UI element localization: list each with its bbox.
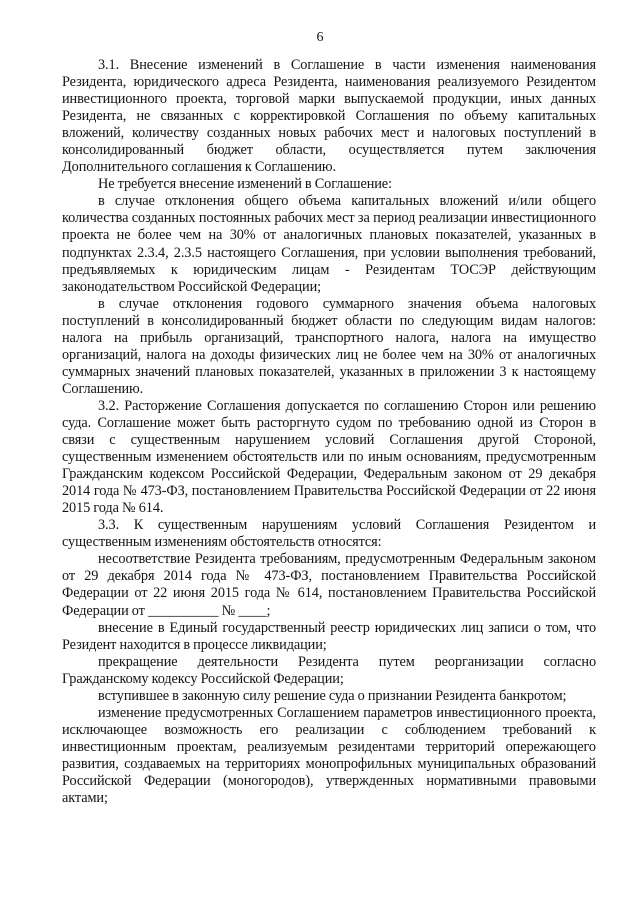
document-body	[62, 57, 596, 807]
paragraph-tax-revenue-deviation: в случае отклонения годового суммарного значения объема налоговых поступлений в консолидированный бюджет области по следующим видам налогов: налога на прибыль организаций, транспортного налога, налога на имущество организаций, налога на доходы физических лиц не более чем на 30% от аналогичных суммарных значений плановых показателей, указанных в приложении 3 к настоящему Соглашению.	[62, 295, 596, 397]
paragraph-nonconformity: несоответствие Резидента требованиям, предусмотренным Федеральным законом от 29 декабря 2014 года № 473-ФЗ, постановлением Правительства Российской Федерации от 22 июня 2015 года № 614, постановлением Правительства Российской Федерации от __________ № ____;	[62, 551, 596, 619]
paragraph-no-changes-required: Не требуется внесение изменений в Соглашение:	[98, 176, 392, 193]
paragraph-3-2: 3.2. Расторжение Соглашения допускается по соглашению Сторон или решению суда. Соглашение может быть расторгнуто судом по требованию одной из Сторон в связи с существенным нарушением условий Соглашения другой Стороной, существенным изменением обстоятельств или по иным основаниям, предусмотренным Гражданским кодексом Российской Федерации, Федеральным законом от 29 декабря 2014 года № 473-ФЗ, постановлением Правительства Российской Федерации от 22 июня 2015 года № 614.	[62, 397, 596, 517]
page-number: 6	[316, 30, 324, 45]
paragraph-3-3: 3.3. К существенным нарушениям условий Соглашения Резидентом и существенным изменениям обстоятельств относятся:	[62, 517, 596, 551]
paragraph-bankruptcy: вступившее в законную силу решение суда о признании Резидента банкротом;	[98, 687, 567, 704]
paragraph-reorganization: прекращение деятельности Резидента путем реорганизации согласно Гражданскому кодексу Российской Федерации;	[62, 653, 596, 687]
paragraph-capital-investments-deviation: в случае отклонения общего объема капитальных вложений и/или общего количества созданных постоянных рабочих мест за период реализации инвестиционного проекта не более чем на 30% от аналогичных плановых показателей, указанных в подпунктах 2.3.4, 2.3.5 настоящего Соглашения, при условии выполнения требований, предъявляемых к юридическим лицам - Резидентам ТОСЭР действующим законодательством Российской Федерации;	[62, 193, 596, 295]
paragraph-liquidation: внесение в Единый государственный реестр юридических лиц записи о том, что Резидент находится в процессе ликвидации;	[62, 619, 596, 653]
paragraph-project-parameters-change: изменение предусмотренных Соглашением параметров инвестиционного проекта, исключающее возможность его реализации с соблюдением требований к инвестиционным проектам, реализуемым резидентами территорий опережающего развития, создаваемых на территориях монопрофильных муниципальных образований Российской Федерации (моногородов), утвержденных нормативными правовыми актами;	[62, 704, 596, 807]
paragraph-3-1: 3.1. Внесение изменений в Соглашение в части изменения наименования Резидента, юридического адреса Резидента, наименования реализуемого Резидентом инвестиционного проекта, торговой марки выпускаемой продукции, иных данных Резидента, не связанных с корректировкой Соглашения по объему капитальных вложений, количеству созданных новых рабочих мест и налоговых поступлений в консолидированный бюджет области, осуществляется путем заключения Дополнительного соглашения к Соглашению.	[62, 57, 596, 176]
